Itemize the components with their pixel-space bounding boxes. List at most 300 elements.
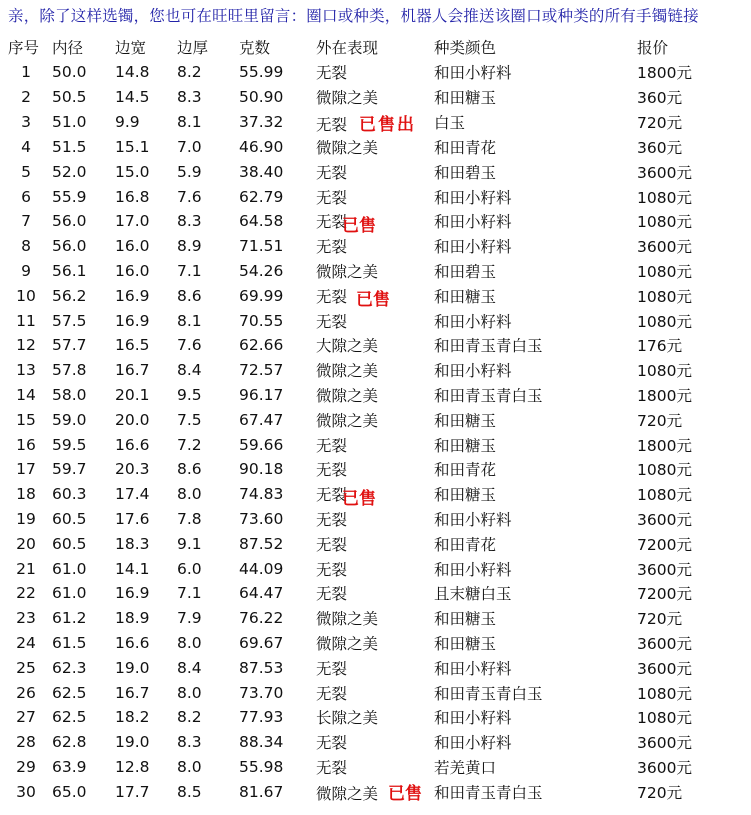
cell-weight: 55.98	[239, 757, 284, 776]
cell-weight: 71.51	[239, 237, 284, 256]
table-row	[0, 110, 737, 135]
cell-appearance	[316, 556, 434, 581]
cell-width: 17.0	[115, 212, 150, 231]
sold-badge: 已售	[356, 290, 390, 311]
cell-weight: 81.67	[239, 782, 284, 801]
appearance-text: 无裂	[316, 684, 348, 703]
table-row	[0, 383, 737, 408]
cell-weight: 72.57	[239, 361, 284, 380]
cell-price: 1080元	[637, 213, 692, 232]
cell-appearance	[316, 705, 434, 730]
cell-weight: 96.17	[239, 385, 284, 404]
cell-inner-diameter: 61.5	[52, 633, 87, 652]
cell-width: 20.0	[115, 410, 150, 429]
cell-inner-diameter: 61.0	[52, 584, 87, 603]
cell-price: 720元	[637, 783, 683, 802]
cell-index: 7	[21, 212, 31, 231]
cell-width: 16.7	[115, 683, 150, 702]
cell-variety: 和田糖玉	[434, 287, 497, 306]
table-row	[0, 308, 737, 333]
cell-appearance	[316, 184, 434, 209]
cell-thickness: 8.3	[177, 212, 202, 231]
cell-thickness: 8.2	[177, 708, 202, 727]
cell-index: 16	[16, 435, 36, 454]
cell-width: 16.9	[115, 286, 150, 305]
table-row	[0, 705, 737, 730]
cell-variety: 和田小籽料	[434, 64, 512, 83]
table-row	[0, 631, 737, 656]
cell-width: 9.9	[115, 113, 140, 132]
appearance-text: 微隙之美	[316, 362, 379, 381]
appearance-text: 无裂	[316, 535, 348, 554]
cell-price: 1080元	[637, 362, 692, 381]
cell-width: 16.6	[115, 435, 150, 454]
cell-index: 3	[21, 113, 31, 132]
cell-width: 19.0	[115, 733, 150, 752]
cell-variety: 和田青玉青白玉	[434, 386, 543, 405]
cell-price: 3600元	[637, 659, 692, 678]
cell-weight: 55.99	[239, 63, 284, 82]
cell-inner-diameter: 58.0	[52, 385, 87, 404]
table-row	[0, 680, 737, 705]
cell-appearance	[316, 407, 434, 432]
cell-appearance	[316, 135, 434, 160]
cell-index: 15	[16, 410, 36, 429]
cell-inner-diameter: 62.3	[52, 658, 87, 677]
cell-variety: 和田糖玉	[434, 634, 497, 653]
cell-thickness: 7.5	[177, 410, 202, 429]
cell-inner-diameter: 55.9	[52, 187, 87, 206]
cell-inner-diameter: 62.5	[52, 683, 87, 702]
cell-width: 15.0	[115, 162, 150, 181]
appearance-text: 无裂	[316, 115, 348, 134]
appearance-text: 无裂	[316, 238, 348, 257]
cell-weight: 59.66	[239, 435, 284, 454]
cell-width: 14.5	[115, 88, 150, 107]
appearance-text: 微隙之美	[316, 386, 379, 405]
cell-inner-diameter: 56.1	[52, 261, 87, 280]
cell-variety: 和田小籽料	[434, 734, 512, 753]
header-weight: 克数	[239, 39, 271, 57]
cell-inner-diameter: 62.5	[52, 708, 87, 727]
appearance-text: 无裂	[316, 436, 348, 455]
table-row	[0, 209, 737, 234]
appearance-text: 无裂	[316, 510, 348, 529]
cell-thickness: 8.0	[177, 633, 202, 652]
cell-appearance	[316, 110, 434, 135]
cell-index: 26	[16, 683, 36, 702]
cell-weight: 38.40	[239, 162, 284, 181]
cell-weight: 54.26	[239, 261, 284, 280]
header-index: 序号	[8, 39, 40, 57]
cell-variety: 和田青玉青白玉	[434, 684, 543, 703]
cell-price: 1080元	[637, 709, 692, 728]
cell-variety: 且末糖白玉	[434, 585, 512, 604]
cell-index: 11	[16, 311, 36, 330]
cell-thickness: 5.9	[177, 162, 202, 181]
appearance-text: 无裂	[316, 758, 348, 777]
cell-appearance	[316, 383, 434, 408]
sold-badge: 已售	[388, 784, 423, 805]
cell-inner-diameter: 57.8	[52, 361, 87, 380]
cell-index: 9	[21, 261, 31, 280]
cell-weight: 67.47	[239, 410, 284, 429]
table-row	[0, 482, 737, 507]
cell-thickness: 7.6	[177, 187, 202, 206]
cell-thickness: 7.1	[177, 584, 202, 603]
cell-price: 7200元	[637, 535, 692, 554]
cell-weight: 62.66	[239, 336, 284, 355]
cell-thickness: 8.0	[177, 683, 202, 702]
table-row	[0, 159, 737, 184]
appearance-text: 无裂	[316, 188, 348, 207]
cell-thickness: 7.1	[177, 261, 202, 280]
table-row	[0, 507, 737, 532]
cell-variety: 和田小籽料	[434, 709, 512, 728]
cell-variety: 白玉	[434, 114, 466, 133]
cell-price: 176元	[637, 337, 683, 356]
cell-variety: 和田糖玉	[434, 436, 497, 455]
cell-price: 1080元	[637, 461, 692, 480]
cell-appearance	[316, 457, 434, 482]
cell-appearance	[316, 85, 434, 110]
appearance-text: 微隙之美	[316, 785, 379, 804]
appearance-text: 无裂	[316, 287, 348, 306]
cell-width: 16.0	[115, 261, 150, 280]
cell-weight: 37.32	[239, 113, 284, 132]
cell-inner-diameter: 50.5	[52, 88, 87, 107]
cell-price: 1080元	[637, 287, 692, 306]
cell-width: 16.8	[115, 187, 150, 206]
cell-index: 12	[16, 336, 36, 355]
cell-price: 360元	[637, 138, 683, 157]
cell-index: 18	[16, 485, 36, 504]
appearance-text: 无裂	[316, 213, 348, 232]
cell-appearance	[316, 358, 434, 383]
header-inner-diameter: 内径	[52, 39, 84, 57]
cell-thickness: 6.0	[177, 559, 202, 578]
cell-index: 14	[16, 385, 36, 404]
cell-index: 27	[16, 708, 36, 727]
appearance-text: 大隙之美	[316, 337, 379, 356]
table-row	[0, 730, 737, 755]
sold-badge: 已售	[342, 488, 376, 509]
cell-weight: 87.52	[239, 534, 284, 553]
cell-inner-diameter: 56.0	[52, 212, 87, 231]
cell-index: 19	[16, 509, 36, 528]
cell-index: 21	[16, 559, 36, 578]
cell-weight: 46.90	[239, 137, 284, 156]
cell-thickness: 8.1	[177, 311, 202, 330]
appearance-text: 无裂	[316, 560, 348, 579]
cell-inner-diameter: 56.2	[52, 286, 87, 305]
table-row	[0, 85, 737, 110]
cell-index: 17	[16, 460, 36, 479]
cell-price: 3600元	[637, 734, 692, 753]
cell-price: 3600元	[637, 238, 692, 257]
cell-variety: 和田碧玉	[434, 163, 497, 182]
cell-inner-diameter: 50.0	[52, 63, 87, 82]
appearance-text: 无裂	[316, 734, 348, 753]
cell-variety: 和田青玉青白玉	[434, 783, 543, 802]
cell-appearance	[316, 680, 434, 705]
table-row	[0, 531, 737, 556]
appearance-text: 微隙之美	[316, 138, 379, 157]
cell-thickness: 8.0	[177, 485, 202, 504]
cell-appearance	[316, 779, 434, 804]
cell-price: 360元	[637, 89, 683, 108]
appearance-text: 长隙之美	[316, 709, 379, 728]
cell-inner-diameter: 63.9	[52, 757, 87, 776]
cell-index: 29	[16, 757, 36, 776]
cell-inner-diameter: 65.0	[52, 782, 87, 801]
appearance-text: 微隙之美	[316, 89, 379, 108]
cell-appearance	[316, 655, 434, 680]
cell-price: 1080元	[637, 262, 692, 281]
cell-appearance	[316, 581, 434, 606]
cell-index: 4	[21, 137, 31, 156]
cell-thickness: 8.6	[177, 286, 202, 305]
cell-index: 1	[21, 63, 31, 82]
cell-thickness: 8.0	[177, 757, 202, 776]
appearance-text: 无裂	[316, 163, 348, 182]
cell-weight: 73.60	[239, 509, 284, 528]
cell-width: 15.1	[115, 137, 150, 156]
cell-width: 17.7	[115, 782, 150, 801]
cell-variety: 和田青花	[434, 138, 497, 157]
cell-index: 5	[21, 162, 31, 181]
table-row	[0, 60, 737, 85]
cell-inner-diameter: 51.5	[52, 137, 87, 156]
cell-inner-diameter: 51.0	[52, 113, 87, 132]
cell-variety: 和田小籽料	[434, 188, 512, 207]
table-row	[0, 755, 737, 780]
table-row	[0, 135, 737, 160]
table-row	[0, 655, 737, 680]
cell-width: 14.8	[115, 63, 150, 82]
cell-weight: 44.09	[239, 559, 284, 578]
cell-price: 1800元	[637, 436, 692, 455]
cell-appearance	[316, 259, 434, 284]
notice-text: 亲，除了这样选镯，您也可在旺旺里留言：圈口或种类，机器人会推送该圈口或种类的所有手镯链接	[8, 7, 699, 25]
cell-inner-diameter: 61.0	[52, 559, 87, 578]
cell-variety: 和田青玉青白玉	[434, 337, 543, 356]
appearance-text: 无裂	[316, 64, 348, 83]
cell-inner-diameter: 62.8	[52, 733, 87, 752]
table-row	[0, 333, 737, 358]
cell-appearance	[316, 308, 434, 333]
table-row	[0, 457, 737, 482]
cell-price: 720元	[637, 114, 683, 133]
sold-badge: 已售出	[359, 114, 417, 135]
cell-thickness: 8.5	[177, 782, 202, 801]
cell-price: 1080元	[637, 312, 692, 331]
cell-thickness: 8.3	[177, 88, 202, 107]
cell-weight: 76.22	[239, 609, 284, 628]
appearance-text: 微隙之美	[316, 411, 379, 430]
cell-index: 24	[16, 633, 36, 652]
cell-variety: 和田小籽料	[434, 510, 512, 529]
cell-appearance	[316, 755, 434, 780]
cell-index: 25	[16, 658, 36, 677]
cell-width: 18.2	[115, 708, 150, 727]
cell-appearance	[316, 333, 434, 358]
cell-inner-diameter: 60.3	[52, 485, 87, 504]
cell-price: 3600元	[637, 634, 692, 653]
appearance-text: 微隙之美	[316, 634, 379, 653]
cell-weight: 64.58	[239, 212, 284, 231]
cell-width: 16.0	[115, 237, 150, 256]
cell-price: 3600元	[637, 758, 692, 777]
cell-price: 3600元	[637, 510, 692, 529]
table-row	[0, 407, 737, 432]
cell-appearance	[316, 531, 434, 556]
appearance-text: 微隙之美	[316, 262, 379, 281]
table-header-row	[0, 34, 737, 60]
header-variety: 种类颜色	[434, 39, 497, 57]
header-price: 报价	[637, 39, 669, 57]
appearance-text: 无裂	[316, 659, 348, 678]
header-appearance: 外在表现	[316, 39, 379, 57]
sold-badge: 已售	[342, 215, 376, 236]
cell-weight: 74.83	[239, 485, 284, 504]
cell-weight: 88.34	[239, 733, 284, 752]
appearance-text: 无裂	[316, 585, 348, 604]
cell-weight: 87.53	[239, 658, 284, 677]
cell-appearance	[316, 283, 434, 311]
table-row	[0, 259, 737, 284]
cell-weight: 77.93	[239, 708, 284, 727]
cell-index: 22	[16, 584, 36, 603]
cell-thickness: 8.2	[177, 63, 202, 82]
cell-index: 30	[16, 782, 36, 801]
cell-thickness: 9.5	[177, 385, 202, 404]
cell-appearance	[316, 507, 434, 532]
cell-thickness: 8.6	[177, 460, 202, 479]
cell-variety: 和田糖玉	[434, 610, 497, 629]
cell-thickness: 8.1	[177, 113, 202, 132]
cell-price: 1080元	[637, 486, 692, 505]
table-row	[0, 581, 737, 606]
cell-width: 20.1	[115, 385, 150, 404]
cell-variety: 和田小籽料	[434, 362, 512, 381]
appearance-text: 无裂	[316, 486, 348, 505]
cell-variety: 和田小籽料	[434, 560, 512, 579]
cell-appearance	[316, 606, 434, 631]
appearance-text: 无裂	[316, 312, 348, 331]
cell-variety: 和田小籽料	[434, 213, 512, 232]
cell-price: 720元	[637, 610, 683, 629]
appearance-text: 微隙之美	[316, 610, 379, 629]
cell-thickness: 7.0	[177, 137, 202, 156]
cell-weight: 62.79	[239, 187, 284, 206]
cell-price: 1080元	[637, 684, 692, 703]
cell-width: 14.1	[115, 559, 150, 578]
cell-inner-diameter: 56.0	[52, 237, 87, 256]
cell-width: 16.6	[115, 633, 150, 652]
cell-width: 20.3	[115, 460, 150, 479]
cell-price: 1080元	[637, 188, 692, 207]
cell-weight: 69.67	[239, 633, 284, 652]
cell-index: 13	[16, 361, 36, 380]
cell-index: 6	[21, 187, 31, 206]
table-row	[0, 432, 737, 457]
cell-variety: 和田碧玉	[434, 262, 497, 281]
cell-appearance	[316, 730, 434, 755]
cell-weight: 69.99	[239, 286, 284, 305]
cell-price: 3600元	[637, 163, 692, 182]
cell-thickness: 7.6	[177, 336, 202, 355]
cell-price: 1800元	[637, 386, 692, 405]
cell-appearance	[316, 631, 434, 656]
cell-variety: 和田小籽料	[434, 312, 512, 331]
table-row	[0, 556, 737, 581]
cell-appearance	[316, 432, 434, 457]
cell-inner-diameter: 60.5	[52, 509, 87, 528]
cell-width: 16.9	[115, 584, 150, 603]
cell-price: 7200元	[637, 585, 692, 604]
cell-inner-diameter: 59.7	[52, 460, 87, 479]
cell-width: 16.7	[115, 361, 150, 380]
cell-weight: 90.18	[239, 460, 284, 479]
table-row	[0, 358, 737, 383]
cell-thickness: 9.1	[177, 534, 202, 553]
cell-width: 12.8	[115, 757, 150, 776]
table-row	[0, 234, 737, 259]
cell-inner-diameter: 59.5	[52, 435, 87, 454]
cell-price: 1800元	[637, 64, 692, 83]
cell-thickness: 8.3	[177, 733, 202, 752]
cell-width: 18.3	[115, 534, 150, 553]
cell-width: 19.0	[115, 658, 150, 677]
cell-thickness: 7.8	[177, 509, 202, 528]
cell-weight: 70.55	[239, 311, 284, 330]
cell-variety: 和田小籽料	[434, 238, 512, 257]
cell-variety: 和田糖玉	[434, 89, 497, 108]
cell-appearance	[316, 482, 434, 507]
cell-inner-diameter: 57.7	[52, 336, 87, 355]
cell-width: 16.9	[115, 311, 150, 330]
cell-index: 10	[16, 286, 36, 305]
cell-variety: 和田糖玉	[434, 411, 497, 430]
cell-inner-diameter: 61.2	[52, 609, 87, 628]
cell-appearance	[316, 234, 434, 259]
cell-index: 23	[16, 609, 36, 628]
appearance-text: 无裂	[316, 461, 348, 480]
cell-variety: 和田糖玉	[434, 486, 497, 505]
header-thickness: 边厚	[177, 39, 209, 57]
cell-price: 3600元	[637, 560, 692, 579]
cell-inner-diameter: 52.0	[52, 162, 87, 181]
header-width: 边宽	[115, 39, 147, 57]
cell-thickness: 8.4	[177, 361, 202, 380]
cell-inner-diameter: 59.0	[52, 410, 87, 429]
cell-appearance	[316, 159, 434, 184]
cell-index: 20	[16, 534, 36, 553]
cell-weight: 64.47	[239, 584, 284, 603]
cell-thickness: 8.9	[177, 237, 202, 256]
cell-appearance	[316, 209, 434, 234]
cell-variety: 和田青花	[434, 535, 497, 554]
cell-thickness: 7.2	[177, 435, 202, 454]
cell-inner-diameter: 57.5	[52, 311, 87, 330]
table-row	[0, 606, 737, 631]
cell-inner-diameter: 60.5	[52, 534, 87, 553]
cell-appearance	[316, 60, 434, 85]
bracelet-table	[0, 34, 737, 804]
cell-width: 17.6	[115, 509, 150, 528]
table-row	[0, 184, 737, 209]
